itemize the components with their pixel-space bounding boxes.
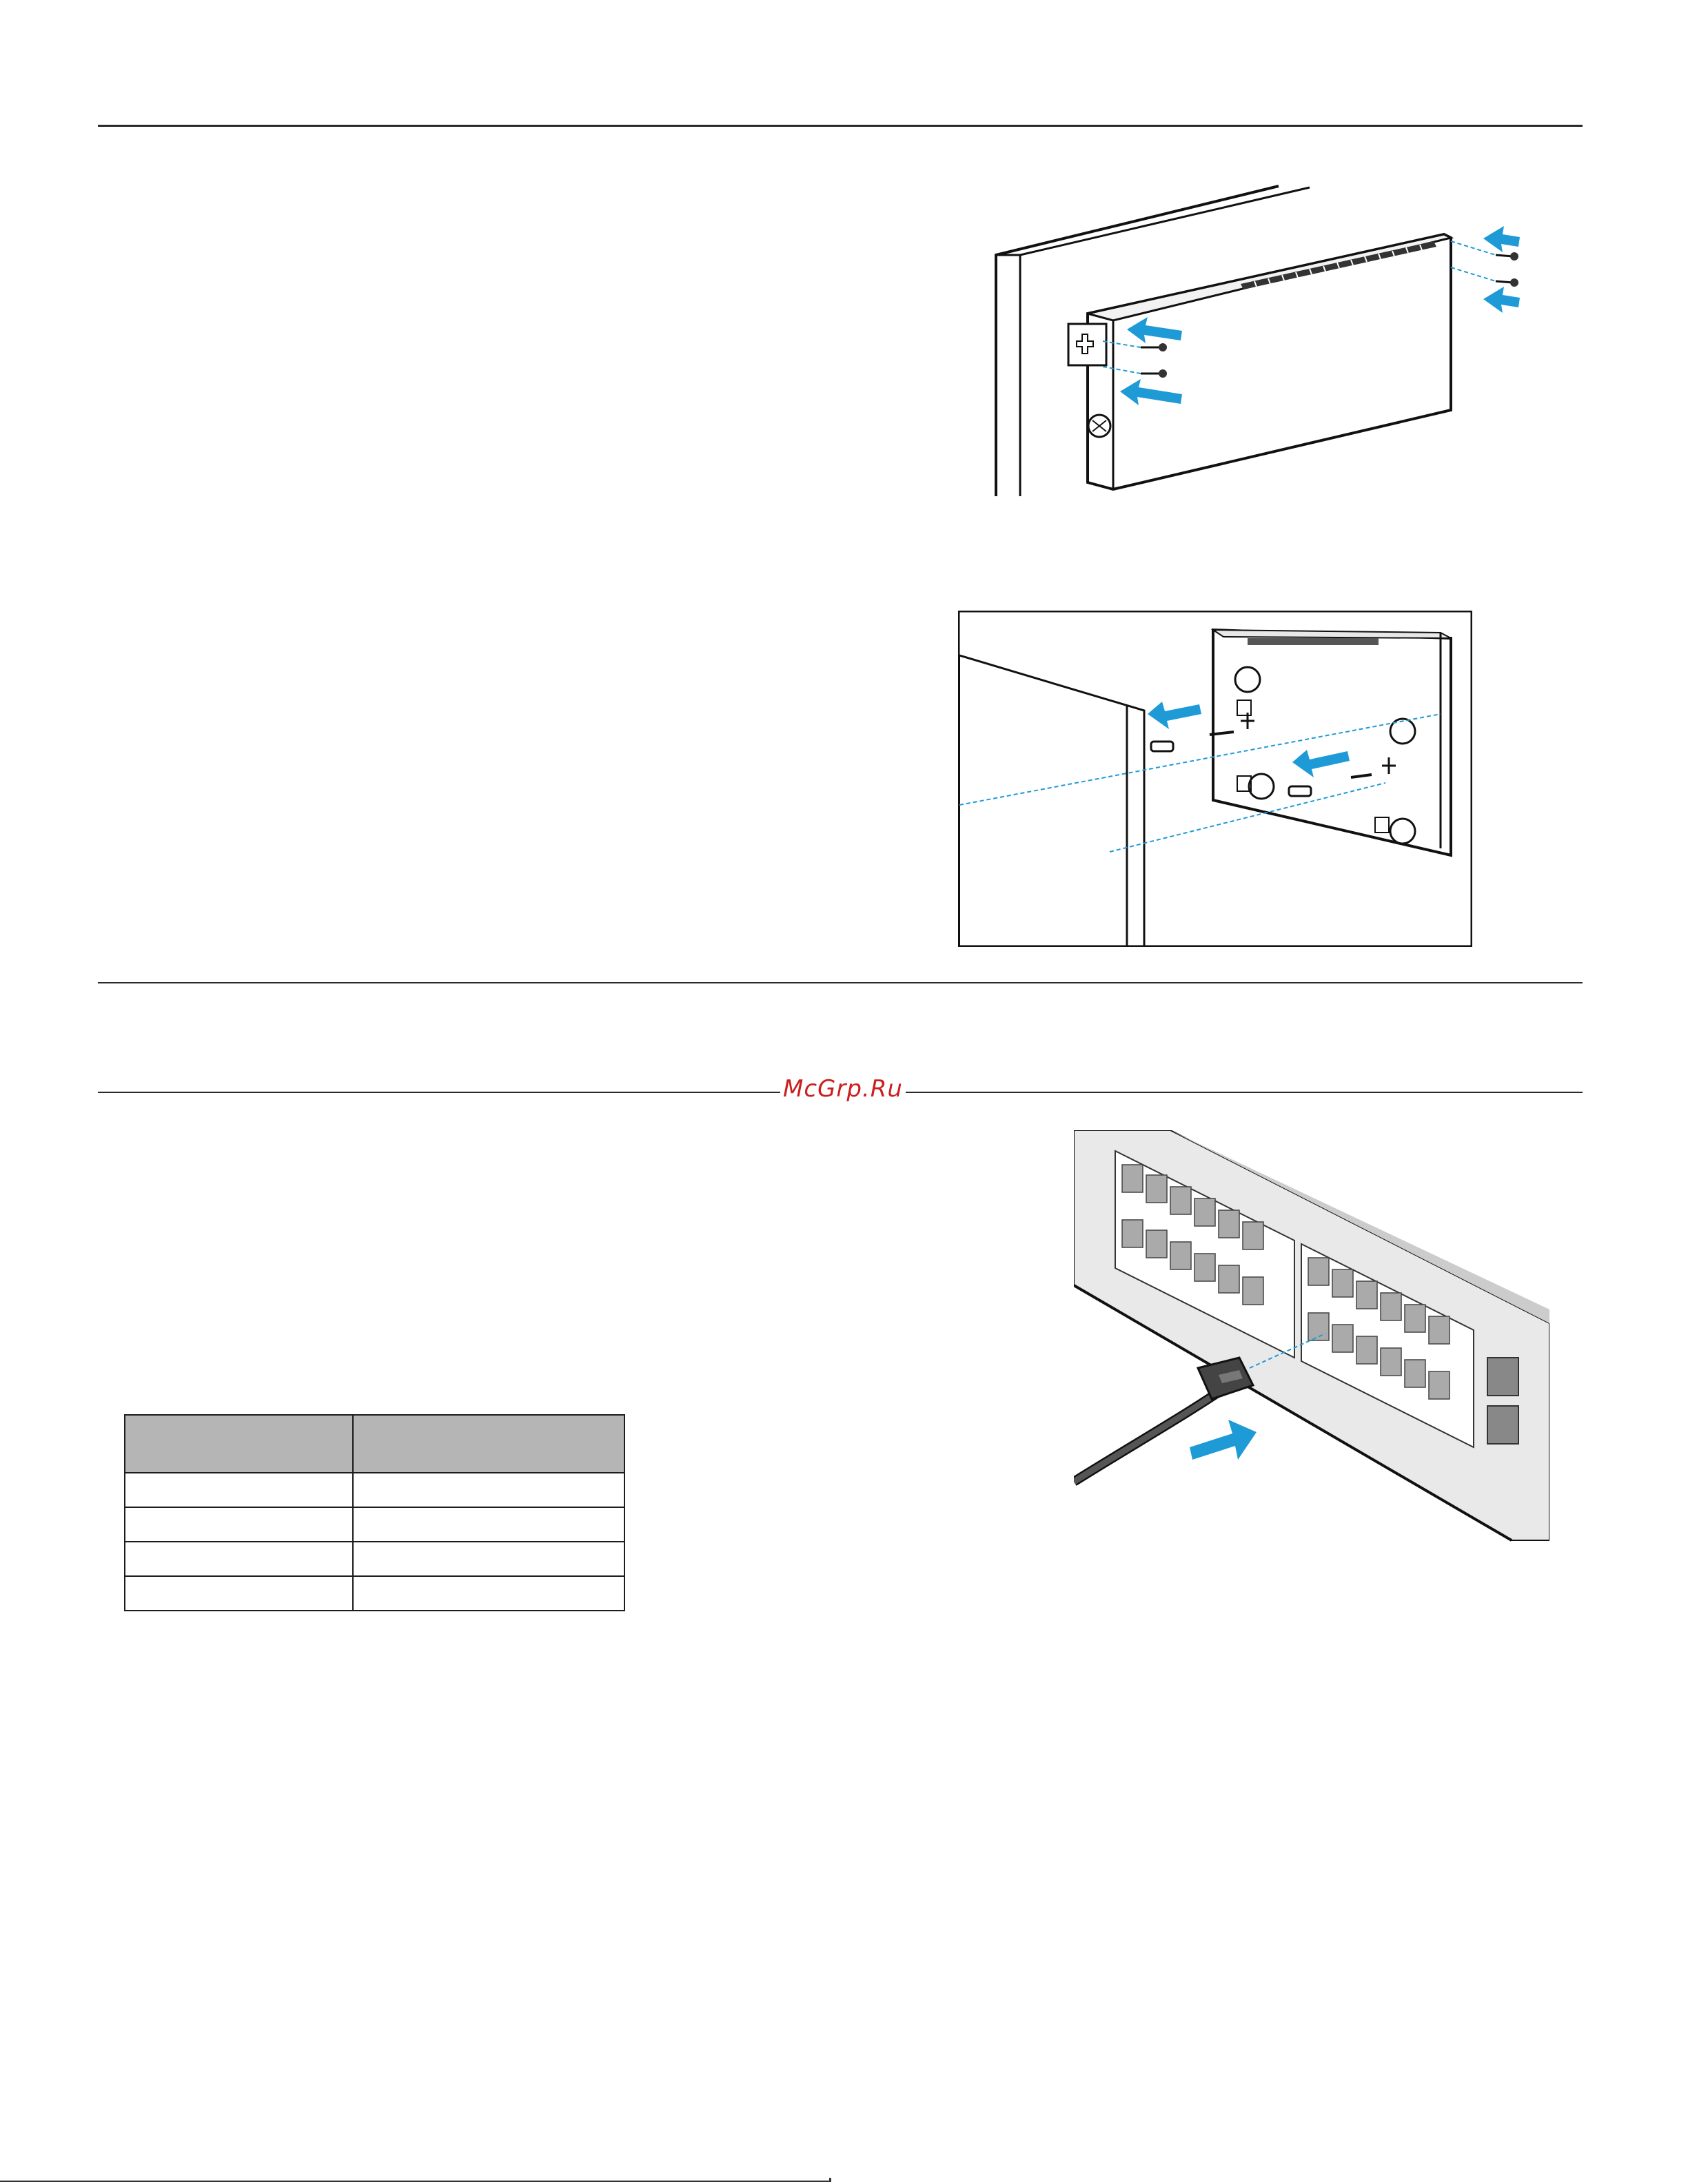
table-header-row [125, 1415, 624, 1473]
table-header-cell [353, 1415, 624, 1473]
top-rule [98, 125, 1583, 127]
table-cell [125, 1473, 353, 1507]
table-cell [125, 1576, 353, 1611]
table-cell [353, 1542, 624, 1576]
table-cell [353, 1576, 624, 1611]
table-cell [125, 1542, 353, 1576]
table-cell [353, 1507, 624, 1542]
footer-tick [829, 2178, 831, 2182]
watermark-text: McGrp.Ru [780, 1075, 906, 1103]
spec-table [124, 1414, 625, 1611]
footer-rule [0, 2181, 831, 2182]
table-row [125, 1473, 624, 1507]
table-row [125, 1542, 624, 1576]
section-rule [98, 982, 1583, 983]
table-row [125, 1507, 624, 1542]
cable-connect-illustration-icon [1074, 1130, 1549, 1544]
table-cell [353, 1473, 624, 1507]
table-cell [125, 1507, 353, 1542]
wall-mount-illustration-icon [958, 611, 1472, 947]
table-header-cell [125, 1415, 353, 1473]
table-row [125, 1576, 624, 1611]
rack-mount-illustration-icon [993, 179, 1544, 503]
